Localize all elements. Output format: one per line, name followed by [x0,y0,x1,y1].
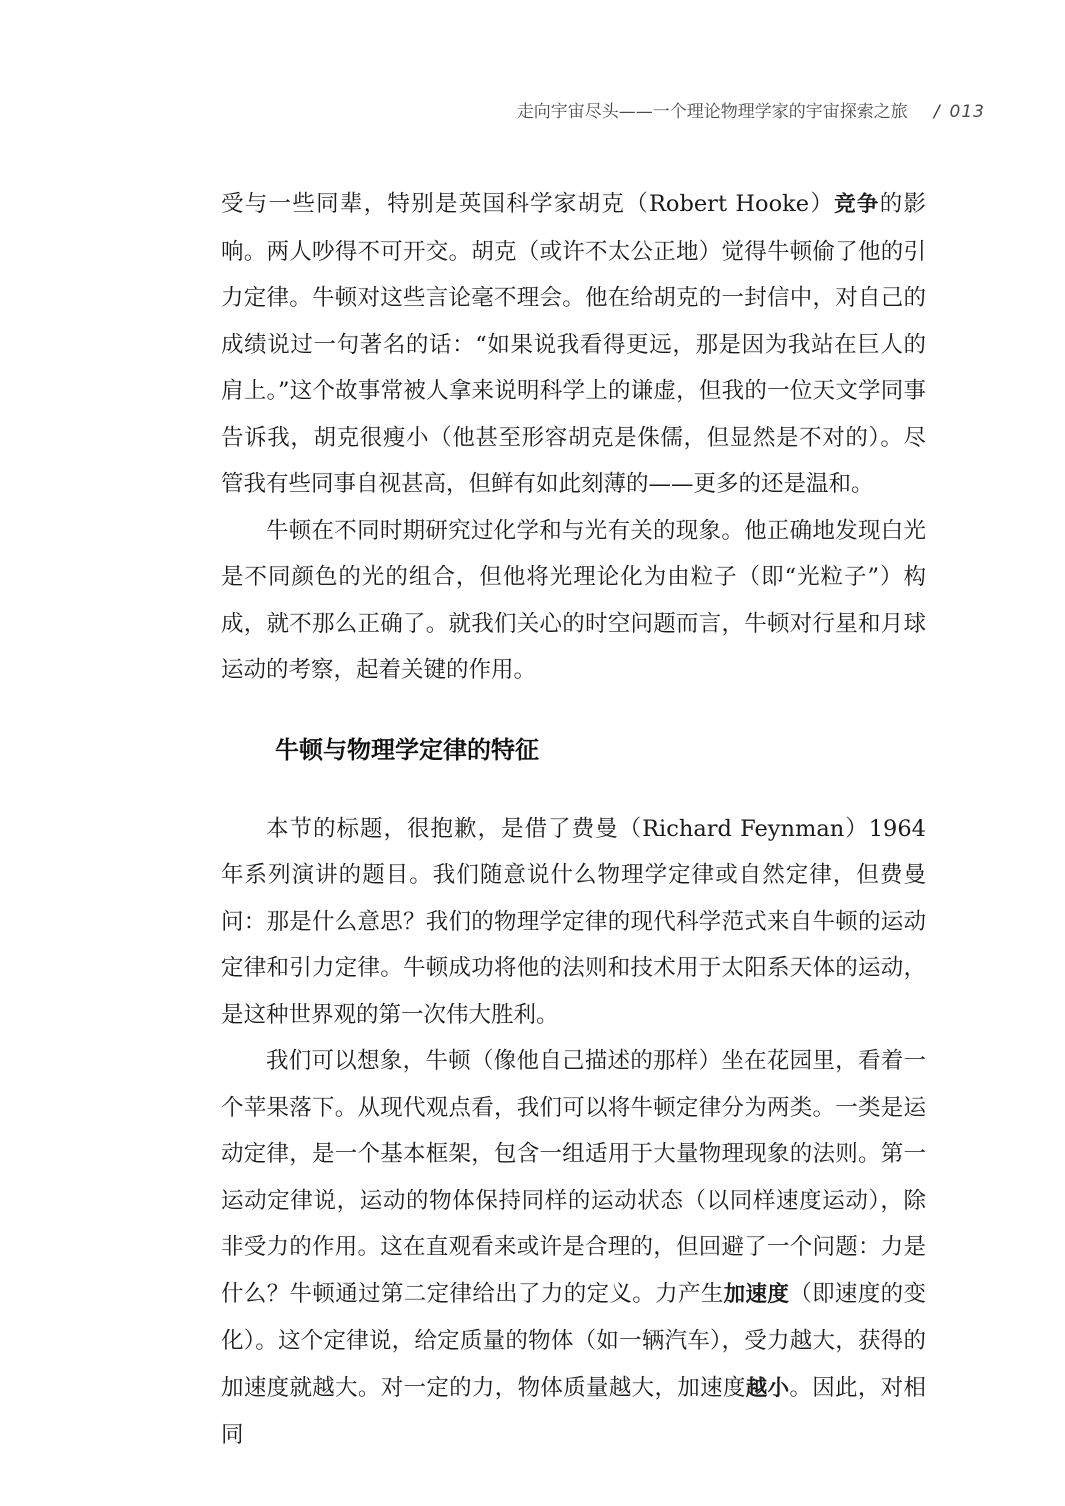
running-header [0,97,985,122]
paragraph-1 [221,181,926,508]
paragraph-1-text-a: 受与一些同辈，特别是英国科学家胡克（Robert Hooke） [221,191,835,217]
section-title: 牛顿与物理学定律的特征 [275,735,539,764]
paragraph-4-text-a: 我们可以想象，牛顿（像他自己描述的那样）坐在花园里，看着一个苹果落下。从现代观点看，我们可以将牛顿定律分为两类。一类是运动定律，是一个基本框架，包含一组适用于大量物理现象的法则。第一运动定律说，运动的物体保持同样的运动状态（以同样速度运动），除非受力的作用。这在直观看来或许是合理的，但回避了一个问题：力是什么？牛顿通过第二定律给出了力的定义。力产生 [221,1048,926,1307]
paragraph-4-text-c: （即速度的变化）。这个定律说，给定质量的物体（如一辆汽车），受力越大，获得的加速度就越大。对一定的力，物体质量越大，加速度 [221,1280,926,1401]
paragraph-3: 本节的标题，很抱歉，是借了费曼（Richard Feynman）1964年系列演讲的题目。我们随意说什么物理学定律或自然定律，但费曼问：那是什么意思？我们的物理学定律的现代科学范式来自牛顿的运动定律和引力定律。牛顿成功将他的法则和技术用于太阳系天体的运动，是这种世界观的第一次伟大胜利。 [221,815,926,1028]
page-number: 013 [949,102,985,122]
paragraph-1-text-c: 的影响。两人吵得不可开交。胡克（或许不太公正地）觉得牛顿偷了他的引力定律。牛顿对这些言论毫不理会。他在给胡克的一封信中，对自己的成绩说过一句著名的话：“如果说我看得更远，那是因为我站在巨人的肩上。”这个故事常被人拿来说明科学上的谦虚，但我的一位天文学同事告诉我，胡克很瘦小（他甚至形容胡克是侏儒，但显然是不对的）。尽管我有些同事自视甚高，但鲜有如此刻薄的——更多的还是温和。 [221,191,926,497]
emphasis-competition: 竞争 [834,192,880,217]
emphasis-acceleration: 加速度 [723,1281,790,1307]
paragraph-2: 牛顿在不同时期研究过化学和与光有关的现象。他正确地发现白光是不同颜色的光的组合，但他将光理论化为由粒子（即“光粒子”）构成，就不那么正确了。就我们关心的时空问题而言，牛顿对行星和月球运动的考察，起着关键的作用。 [221,517,926,683]
paragraph-4-text-e: 。因此，对相同 [221,1374,926,1448]
header-separator: / [933,102,940,122]
emphasis-smaller: 越小 [745,1375,790,1401]
body-text [221,181,926,1459]
paragraph-4 [221,1038,926,1459]
running-title: 走向宇宙尽头——一个理论物理学家的宇宙探索之旅 [516,102,908,122]
